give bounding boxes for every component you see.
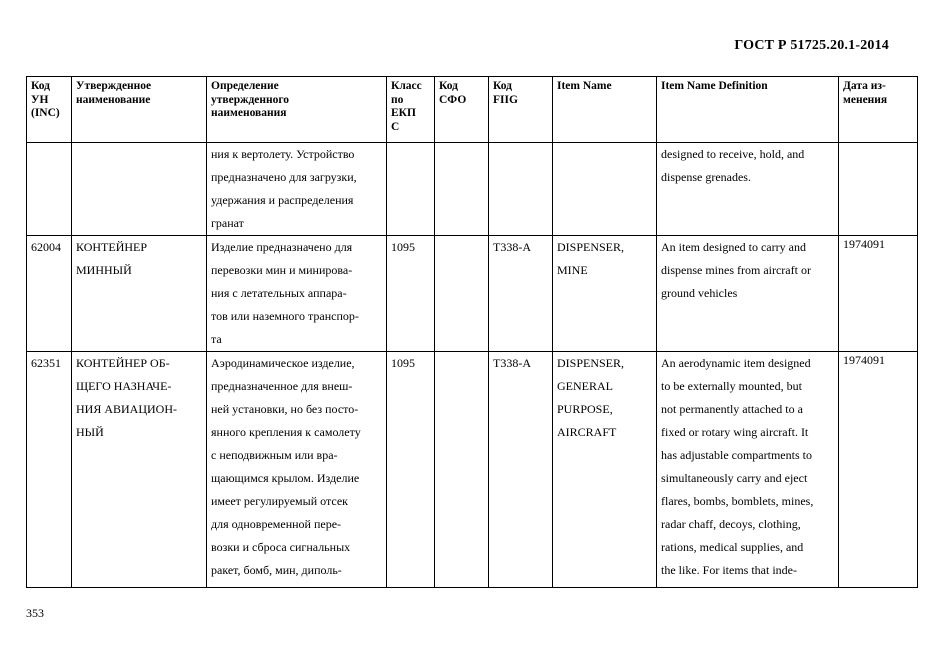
cell-item-definition: An item designed to carry and dispense mines from aircraft or ground vehicles [657,236,839,352]
cell-item-name: DISPENSER, MINE [553,236,657,352]
col-header-class: Класс по ЕКП С [387,77,435,143]
table-row [27,352,918,588]
col-header-name: Утвержденное наименование [72,77,207,143]
cell-definition: Изделие предназначено для перевозки мин и минирова- ния с летательных аппара- тов или наземного транспор- та [207,236,387,352]
cell-sfo [435,236,489,352]
col-header-item-definition: Item Name Definition [657,77,839,143]
col-header-sfo: Код СФО [435,77,489,143]
cell-class [387,143,435,236]
cell-item-name [553,143,657,236]
table-row [27,236,918,352]
cell-name [72,143,207,236]
catalog-table [26,76,918,588]
col-header-definition: Определение утвержденного наименования [207,77,387,143]
cell-definition: Аэродинамическое изделие, предназначенное для внеш- ней установки, но без посто- янного крепления к самолету с неподвижным или вра- щающимся крылом. Изделие имеет регулируемый отсек для одновременной пере- возки и сброса сигнальных ракет, бомб, мин, диполь- [207,352,387,588]
cell-inc [27,143,72,236]
cell-item-definition: designed to receive, hold, and dispense grenades. [657,143,839,236]
cell-fiig: T338-A [489,352,553,588]
cell-class: 1095 [387,352,435,588]
cell-class: 1095 [387,236,435,352]
cell-inc: 62351 [27,352,72,588]
cell-item-definition: An aerodynamic item designed to be externally mounted, but not permanently attached to a fixed or rotary wing aircraft. It has adjustable compartments to simultaneously carry and eject flares, bombs, bomblets, mines, radar chaff, decoys, clothing, rations, medical supplies, and the like. For items that inde- [657,352,839,588]
standard-designation: ГОСТ Р 51725.20.1-2014 [734,38,889,53]
cell-sfo [435,143,489,236]
col-header-inc: Код УН (INC) [27,77,72,143]
col-header-date: Дата из- менения [839,77,918,143]
table-header-row [27,77,918,143]
cell-date: 1974091 [839,236,918,352]
page-number: 353 [26,606,44,620]
cell-date [839,143,918,236]
cell-inc: 62004 [27,236,72,352]
cell-name: КОНТЕЙНЕР МИННЫЙ [72,236,207,352]
cell-fiig [489,143,553,236]
cell-item-name: DISPENSER, GENERAL PURPOSE, AIRCRAFT [553,352,657,588]
cell-date: 1974091 [839,352,918,588]
cell-fiig: T338-A [489,236,553,352]
col-header-item-name: Item Name [553,77,657,143]
col-header-fiig: Код FIIG [489,77,553,143]
cell-name: КОНТЕЙНЕР ОБ- ЩЕГО НАЗНАЧЕ- НИЯ АВИАЦИОН- НЫЙ [72,352,207,588]
cell-definition: ния к вертолету. Устройство предназначено для загрузки, удержания и распределения гранат [207,143,387,236]
cell-sfo [435,352,489,588]
table-row [27,143,918,236]
